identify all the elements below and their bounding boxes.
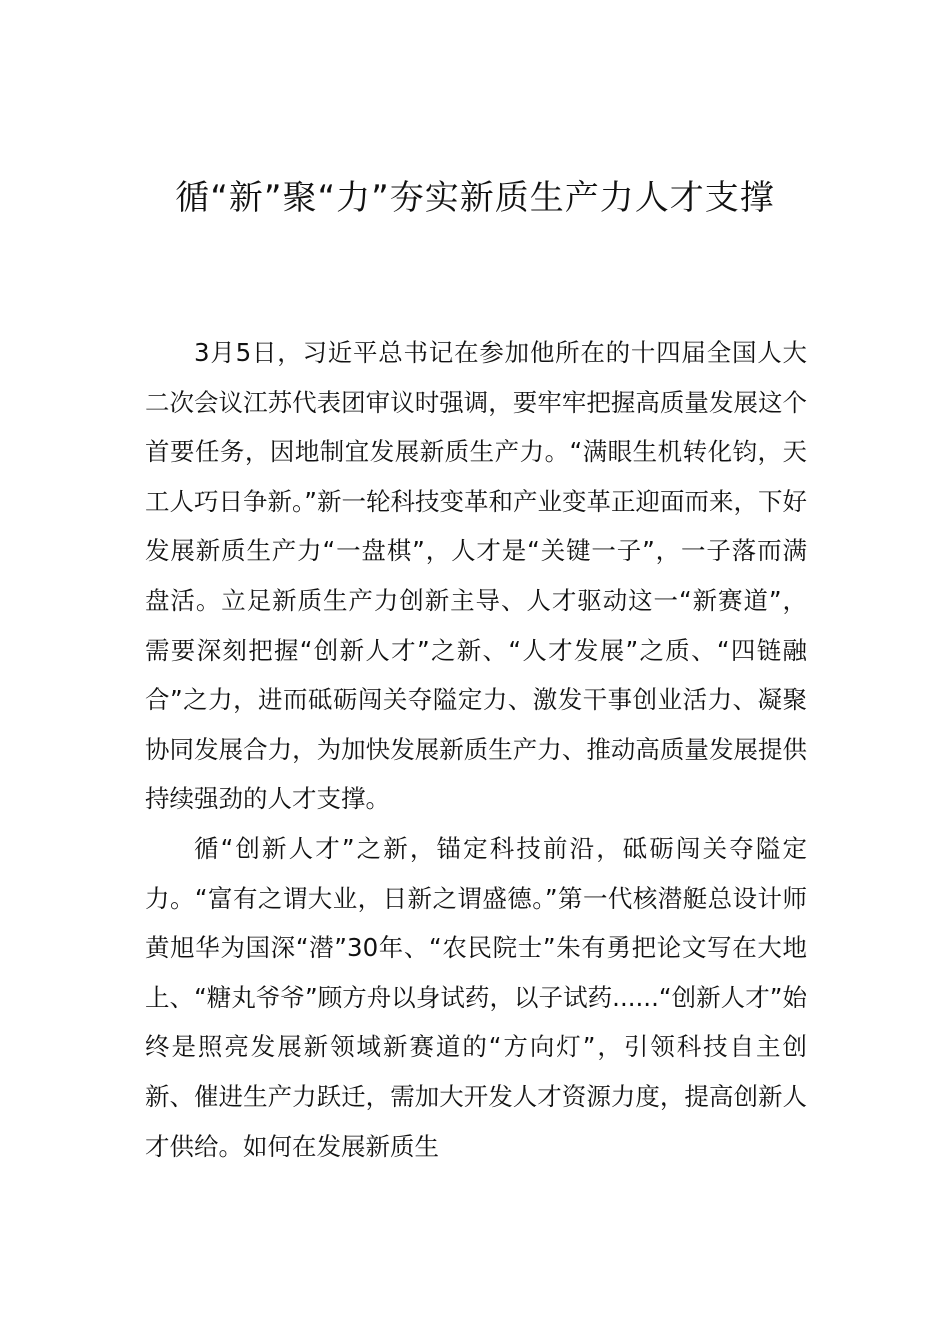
- paragraph-2: 循“创新人才”之新，锚定科技前沿，砥砺闯关夺隘定力。“富有之谓大业，日新之谓盛德。”第一代核潜艇总设计师黄旭华为国深“潜”30年、“农民院士”朱有勇把论文写在大地上、“糖丸爷爷”顾方舟以身试药，以子试药......“创新人才”始终是照亮发展新领域新赛道的“方向灯”，引领科技自主创新、催进生产力跃迁，需加大开发人才资源力度，提高创新人才供给。如何在发展新质生: [145, 833, 807, 1161]
- document-body: [145, 328, 807, 1171]
- document-title: 循“新”聚“力”夯实新质生产力人才支撑: [175, 178, 775, 218]
- paragraph-1: 3月5日，习近平总书记在参加他所在的十四届全国人大二次会议江苏代表团审议时强调，要牢牢把握高质量发展这个首要任务，因地制宜发展新质生产力。“满眼生机转化钧，天工人巧日争新。”新一轮科技变革和产业变革正迎面而来，下好发展新质生产力“一盘棋”，人才是“关键一子”，一子落而满盘活。立足新质生产力创新主导、人才驱动这一“新赛道”，需要深刻把握“创新人才”之新、“人才发展”之质、“四链融合”之力，进而砥砺闯关夺隘定力、激发干事创业活力、凝聚协同发展合力，为加快发展新质生产力、推动高质量发展提供持续强劲的人才支撑。: [145, 338, 807, 814]
